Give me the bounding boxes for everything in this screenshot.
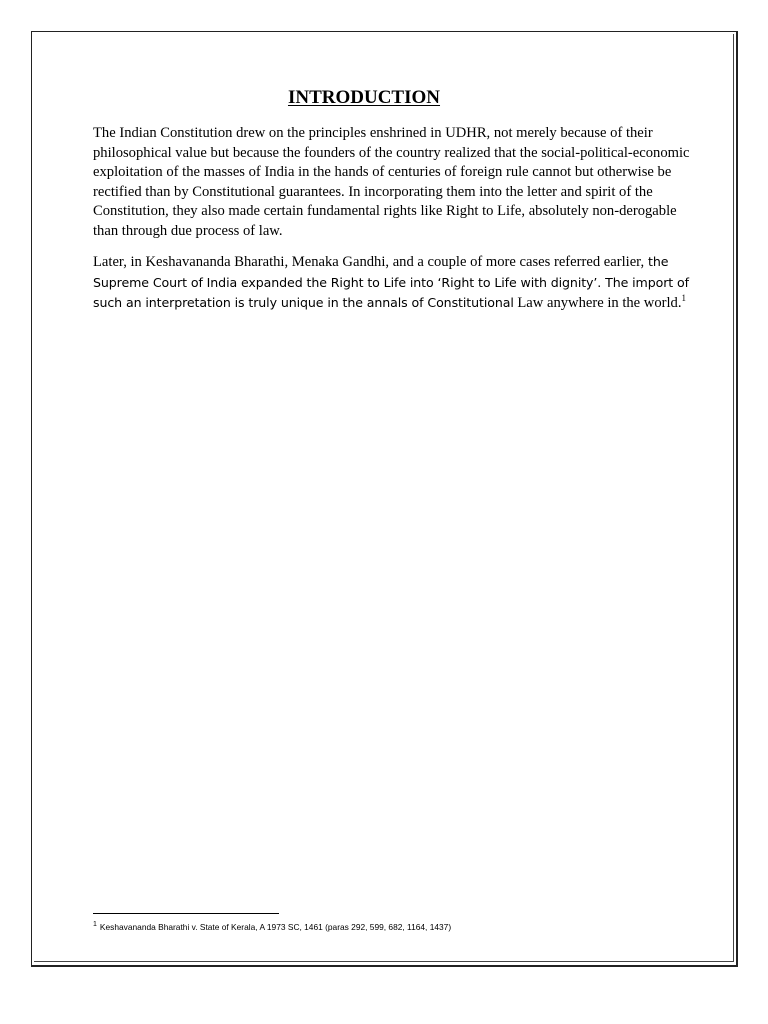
paragraph-2-start: Later, in Keshavananda Bharathi, Menaka Gandhi, and a couple of more cases referred earlier, — [93, 254, 645, 270]
paragraph-2-end: Law anywhere in the world. — [513, 295, 682, 312]
footnote-number: 1 — [93, 921, 97, 929]
page-title: INTRODUCTION — [287, 87, 441, 108]
paragraph-2 — [93, 252, 693, 314]
paragraph-1: The Indian Constitution drew on the principles enshrined in UDHR, not merely because of their philosophical value but because the founders of the country realized that the social-political-economic exploitation of the masses of India in the hands of centuries of foreign rule cannot but otherwise be rectified than by Constitutional guarantees. In incorporating them into the letter and spirit of the Constitution, they also made certain fundamental rights like Right to Life, absolutely non-derogable than through due process of law. — [93, 125, 690, 239]
footnote — [93, 922, 713, 933]
footnote-reference: 1 — [681, 293, 687, 304]
footnote-text: Keshavananda Bharathi v. State of Kerala, A 1973 SC, 1461 (paras 292, 599, 682, 1164, 1437) — [99, 922, 452, 932]
paragraph-2-middle: the Supreme Court of India expanded the Right to Life into ‘Right to Life with dignity’. The import of such an interpretation is truly unique in the annals of Constitutional — [93, 254, 689, 311]
footnote-separator — [93, 913, 279, 914]
